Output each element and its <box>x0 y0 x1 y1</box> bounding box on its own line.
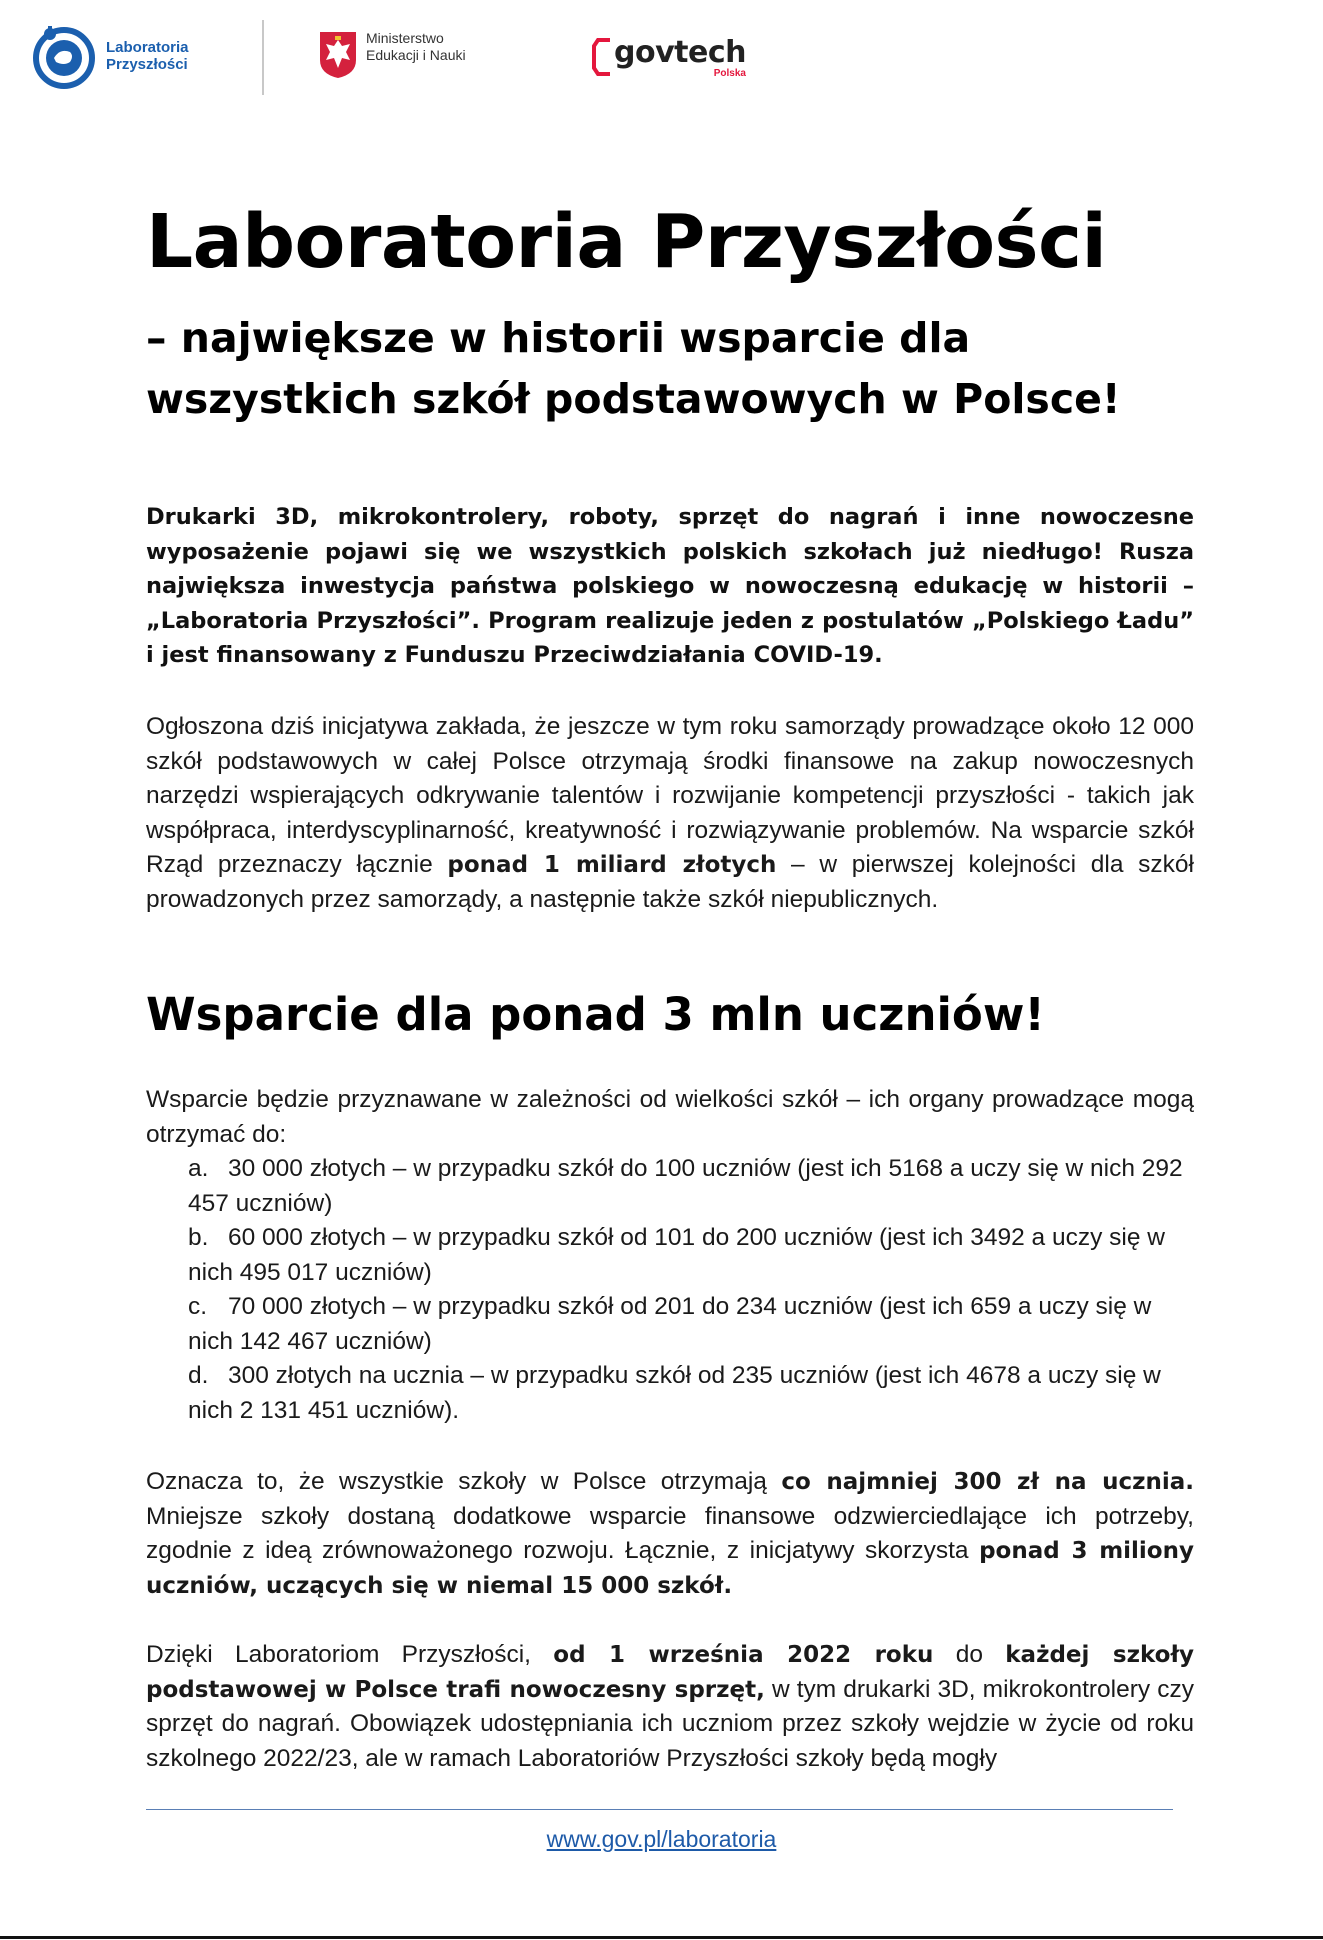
laboratoria-logo <box>30 22 189 90</box>
list-marker: d. <box>188 1362 209 1389</box>
paragraph-minimum-support <box>146 1465 1194 1603</box>
subtitle-line-1: – największe w historii wsparcie dla <box>146 314 971 362</box>
support-tiers-list <box>188 1152 1194 1428</box>
p1-text-after: – w pierwszej kolejności dla szkół prowadzonych przez samorządy, a następnie także szkół niepublicznych. <box>146 851 1195 913</box>
p4-bold-1: od 1 września 2022 roku <box>553 1642 934 1668</box>
paragraph-initiative <box>146 710 1194 917</box>
p3-bold-2: ponad 3 miliony uczniów, uczących się w niemal 15 000 szkół. <box>146 1538 1194 1599</box>
page-title: Laboratoria Przyszłości <box>146 199 1107 285</box>
list-marker: c. <box>188 1293 208 1320</box>
laboratoria-logo-line2: Przyszłości <box>106 56 188 73</box>
polish-eagle-icon <box>318 30 358 80</box>
p3-text-1: Oznacza to, że wszystkie szkoły w Polsce otrzymają <box>146 1468 782 1495</box>
p1-bold: ponad 1 miliard złotych <box>447 852 777 878</box>
laboratoria-emblem-icon <box>30 22 98 90</box>
p3-text-2: Mniejsze szkoły dostaną dodatkowe wsparcie finansowe odzwierciedlające ich potrzeby, zgodnie z ideą zrównoważonego rozwoju. Łącznie, z inicjatywy skorzysta <box>146 1502 1194 1564</box>
ministry-logo-line2: Edukacji i Nauki <box>366 47 466 63</box>
ministry-logo <box>318 30 466 80</box>
list-marker: b. <box>188 1224 209 1251</box>
p1-text-before: Ogłoszona dziś inicjatywa zakłada, że jeszcze w tym roku samorządy prowadzące około 12 000 szkół podstawowych w całej Polsce otrzymają środki finansowe na zakup nowoczesnych narzędzi wspierających odkrywanie talentów i rozwijanie kompetencji przyszłości - takich jak współpraca, interdyscyplinarność, kreatywność i rozwiązywanie problemów. Na wsparcie szkół Rząd przeznaczy łącznie <box>146 713 1194 878</box>
p4-bold-2: każdej szkoły podstawowej w Polsce trafi nowoczesny sprzęt, <box>146 1642 1194 1703</box>
footer-website-link[interactable]: www.gov.pl/laboratoria <box>546 1826 777 1852</box>
govtech-bracket-icon <box>592 38 614 76</box>
ministry-logo-line1: Ministerstwo <box>366 30 444 46</box>
list-item-text: 300 złotych na ucznia – w przypadku szkół od 235 uczniów (jest ich 4678 a uczy się w nich 2 131 451 uczniów). <box>188 1362 1161 1424</box>
logo-divider <box>262 20 264 95</box>
lead-paragraph: Drukarki 3D, mikrokontrolery, roboty, sprzęt do nagrań i inne nowoczesne wyposażenie pojawi się we wszystkich polskich szkołach już niedługo! Rusza największa inwestycja państwa polskiego w nowoczesną edukację w historii – „Laboratoria Przyszłości”. Program realizuje jeden z postulatów „Polskiego Ładu” i jest finansowany z Funduszu Przeciwdziałania COVID-19. <box>146 504 1194 668</box>
p4-text-1: Dzięki Laboratoriom Przyszłości, <box>146 1641 554 1668</box>
p3-bold-1: co najmniej 300 zł na ucznia. <box>781 1469 1194 1495</box>
list-item <box>188 1359 1194 1428</box>
list-marker: a. <box>188 1155 209 1182</box>
govtech-logo-sub: Polska <box>713 68 746 79</box>
p4-text-3: w tym drukarki 3D, mikrokontrolery czy sprzęt do nagrań. Obowiązek udostępniania ich uczniom przez szkoły wejdzie w życie od roku szkolnego 2022/23, ale w ramach Laboratoriów Przyszłości szkoły będą mogły <box>146 1675 1194 1772</box>
footer-divider <box>146 1809 1173 1810</box>
paragraph-support-intro: Wsparcie będzie przyznawane w zależności od wielkości szkół – ich organy prowadzące mogą otrzymać do: <box>146 1086 1194 1148</box>
section-heading: Wsparcie dla ponad 3 mln uczniów! <box>146 988 1045 1041</box>
govtech-logo <box>592 35 746 79</box>
list-item-text: 30 000 złotych – w przypadku szkół do 100 uczniów (jest ich 5168 a uczy się w nich 292 457 uczniów) <box>188 1155 1183 1217</box>
list-item-text: 60 000 złotych – w przypadku szkół od 101 do 200 uczniów (jest ich 3492 a uczy się w nich 495 017 uczniów) <box>188 1224 1165 1286</box>
list-item <box>188 1290 1194 1359</box>
list-item <box>188 1152 1194 1221</box>
page-bottom-edge <box>0 1936 1323 1939</box>
subtitle-line-2: wszystkich szkół podstawowych w Polsce! <box>146 375 1121 423</box>
govtech-logo-name: govtech <box>614 35 746 70</box>
p4-text-2: do <box>933 1641 1006 1668</box>
page-subtitle <box>146 308 1194 430</box>
logo-bar <box>0 0 1323 110</box>
list-item <box>188 1221 1194 1290</box>
list-item-text: 70 000 złotych – w przypadku szkół od 201 do 234 uczniów (jest ich 659 a uczy się w nich 142 467 uczniów) <box>188 1293 1152 1355</box>
laboratoria-logo-line1: Laboratoria <box>106 39 189 56</box>
paragraph-equipment <box>146 1638 1194 1776</box>
